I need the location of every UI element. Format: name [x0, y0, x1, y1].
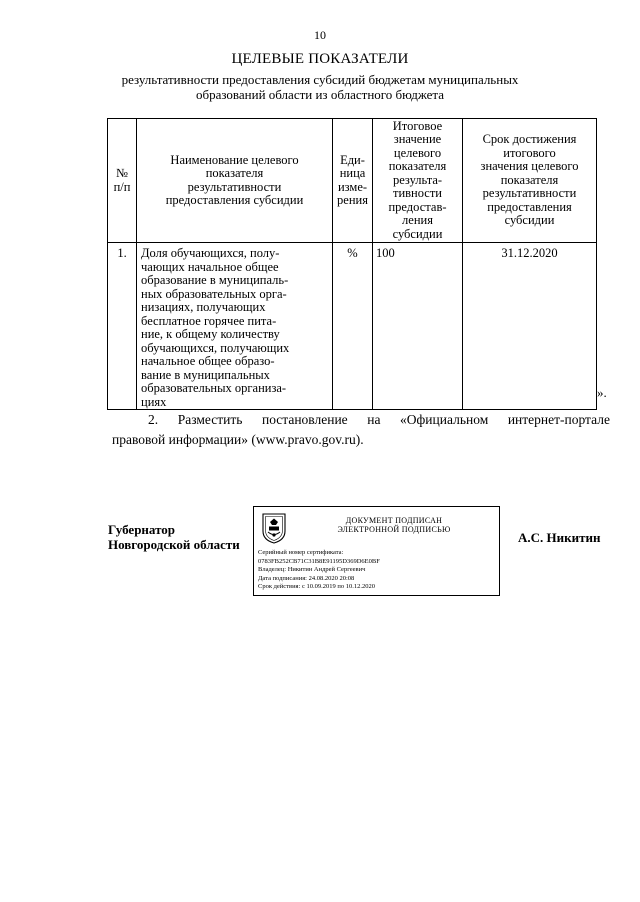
header-line: результа-: [392, 172, 443, 187]
header-line: субсидии: [504, 213, 555, 228]
row-name-line: низациях, получающих: [141, 300, 266, 314]
row-value-cell: 100: [373, 243, 463, 410]
header-line: тивности: [392, 186, 442, 201]
position-line: Губернатор: [108, 522, 176, 537]
header-name: [137, 119, 333, 243]
targets-table: [107, 118, 597, 410]
row-name-line: бесплатное горячее пита-: [141, 313, 277, 328]
paragraph-word: на: [367, 412, 381, 427]
header-line: п/п: [113, 179, 131, 194]
subtitle-line: образований области из областного бюджета: [195, 87, 445, 102]
header-line: показателя: [500, 172, 559, 187]
header-line: предоставления субсидии: [165, 193, 304, 207]
row-name-line: чающих начальное общее: [141, 259, 279, 274]
paragraph-word: Разместить: [177, 412, 243, 427]
paragraph-line: правовой информации» (www.pravo.gov.ru).: [112, 432, 364, 447]
position-line: Новгородской области: [108, 537, 240, 552]
header-line: Итоговое: [392, 118, 443, 133]
paragraph-word: «Официальном: [400, 412, 489, 427]
row-name-line: образовательных организа-: [141, 381, 287, 395]
signatory-position: [108, 522, 240, 552]
header-line: рения: [337, 193, 368, 207]
row-name-line: циях: [141, 394, 167, 409]
row-unit-cell: %: [333, 243, 373, 410]
e-signature-line: Срок действия: с 10.09.2019 по 10.12.2020: [258, 583, 375, 591]
table-header-row: [108, 119, 597, 243]
subtitle-line: результативности предоставления субсидий бюджетам муниципальных: [121, 72, 519, 87]
header-value: [373, 119, 463, 243]
header-line: Срок достижения: [482, 132, 577, 147]
header-line: субсидии: [392, 226, 443, 241]
e-signature-header: [294, 516, 494, 534]
e-signature-details: [258, 549, 380, 592]
paragraph-2: [112, 410, 610, 450]
header-line: ления: [402, 213, 433, 228]
e-signature-line: Серийный номер сертификата:: [258, 549, 344, 556]
coat-of-arms-icon: [260, 511, 288, 545]
signatory-name: А.С. Никитин: [518, 530, 601, 545]
page-title: ЦЕЛЕВЫЕ ПОКАЗАТЕЛИ: [231, 51, 409, 67]
header-line: итогового: [503, 145, 556, 160]
row-name-line: вание в муниципальных: [141, 367, 270, 382]
e-signature-header-line: ЭЛЕКТРОННОЙ ПОДПИСЬЮ: [337, 525, 451, 534]
e-signature-line: Дата подписания: 24.08.2020 20:08: [258, 574, 355, 582]
header-line: значение: [393, 132, 442, 147]
row-name-line: ных образовательных орга-: [141, 286, 287, 301]
header-line: ница: [339, 166, 366, 180]
page-subtitle: [0, 72, 640, 102]
row-name-line: Доля обучающихся, полу-: [141, 246, 280, 260]
row-name-line: ние, к общему количеству: [141, 327, 280, 341]
row-num-cell: 1.: [108, 243, 137, 410]
table-row: [108, 243, 597, 410]
paragraph-word: интернет-портале: [507, 412, 610, 427]
header-line: Еди-: [340, 152, 365, 167]
header-line: значения целевого: [480, 159, 579, 174]
header-line: показателя: [205, 166, 264, 180]
header-line: Наименование целевого: [170, 152, 299, 167]
page-number: 10: [314, 28, 326, 42]
row-name-line: начальное общее образо-: [141, 354, 275, 368]
row-name-line: образование в муниципаль-: [141, 273, 289, 287]
closing-quote: ».: [597, 385, 607, 400]
row-deadline-cell: 31.12.2020: [463, 243, 597, 410]
row-name-cell: [137, 243, 333, 410]
row-name-line: обучающихся, получающих: [141, 340, 290, 355]
paragraph-word: постановление: [261, 412, 348, 427]
header-line: предоставления: [487, 199, 572, 214]
e-signature-header-line: ДОКУМЕНТ ПОДПИСАН: [345, 516, 443, 525]
header-line: результативности: [187, 179, 282, 194]
e-signature-line: Владелец: Никитин Андрей Сергеевич: [258, 566, 366, 574]
header-deadline: [463, 119, 597, 243]
header-line: показателя: [388, 159, 447, 174]
header-line: результативности: [482, 186, 577, 201]
e-signature-stamp: [253, 506, 500, 596]
paragraph-word: 2.: [148, 412, 159, 427]
header-line: №: [116, 166, 128, 180]
header-line: изме-: [337, 179, 368, 194]
header-unit: [333, 119, 373, 243]
header-num: [108, 119, 137, 243]
e-signature-line: 0783FB252CB71C31B8E91195D369D6E0BF: [258, 557, 380, 565]
header-line: целевого: [393, 145, 442, 160]
header-line: предостав-: [388, 199, 447, 214]
paragraph-line: [112, 410, 610, 430]
